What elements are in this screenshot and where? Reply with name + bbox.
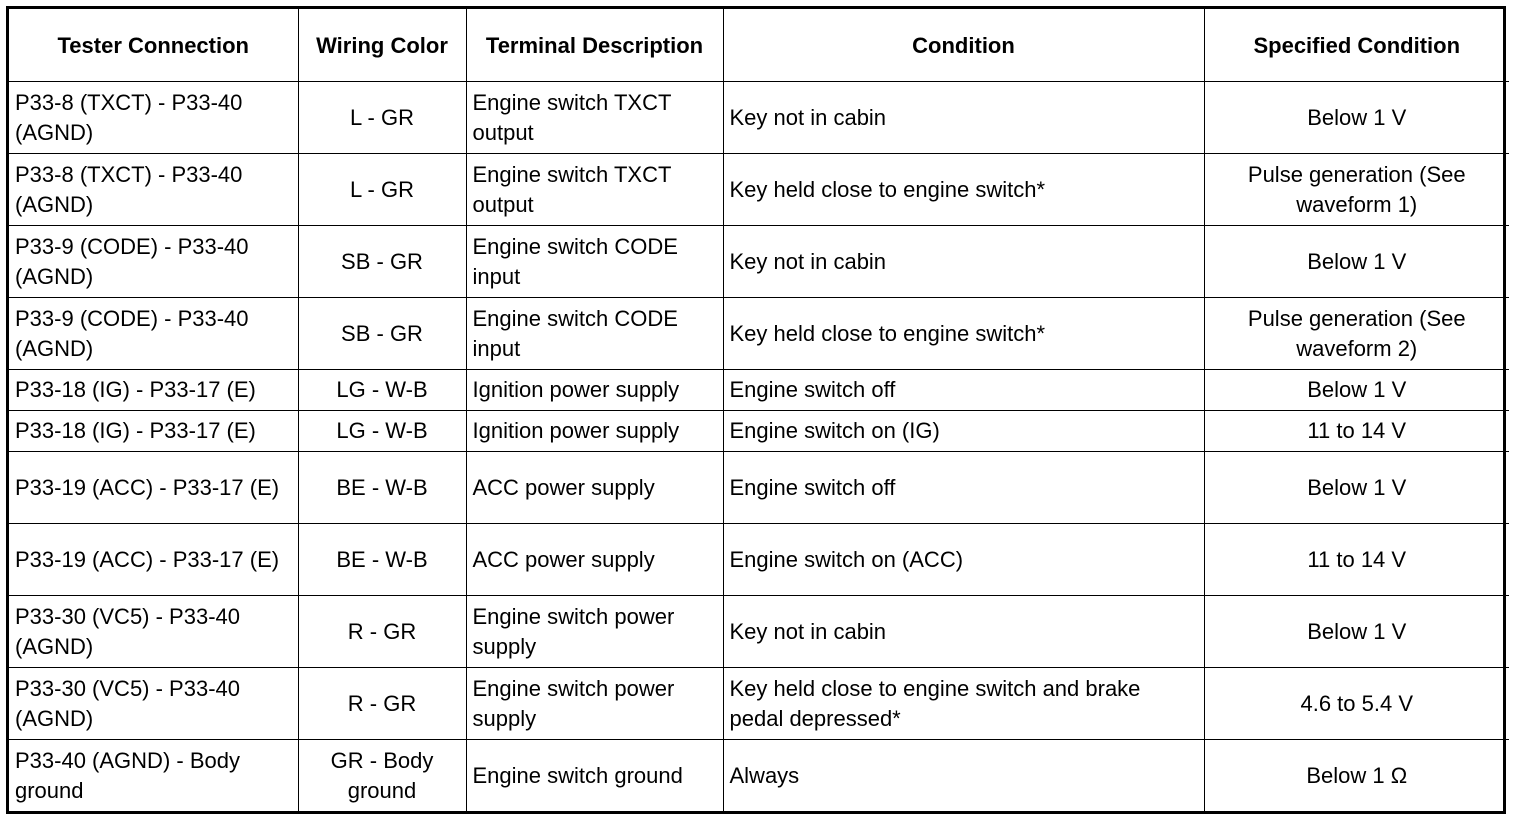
cell-specified-condition: Below 1 V bbox=[1204, 596, 1509, 668]
cell-wiring-color: LG - W-B bbox=[298, 411, 466, 452]
cell-wiring-color: BE - W-B bbox=[298, 524, 466, 596]
cell-wiring-color: R - GR bbox=[298, 596, 466, 668]
cell-tester-connection: P33-9 (CODE) - P33-40 (AGND) bbox=[9, 298, 298, 370]
cell-condition: Key held close to engine switch* bbox=[723, 298, 1204, 370]
cell-specified-condition: 11 to 14 V bbox=[1204, 524, 1509, 596]
cell-specified-condition: Below 1 Ω bbox=[1204, 740, 1509, 812]
cell-terminal-description: Ignition power supply bbox=[466, 411, 723, 452]
table-row bbox=[9, 226, 1509, 298]
cell-terminal-description: ACC power supply bbox=[466, 524, 723, 596]
table-row bbox=[9, 668, 1509, 740]
cell-specified-condition: Below 1 V bbox=[1204, 452, 1509, 524]
table-row bbox=[9, 596, 1509, 668]
header-specified-condition: Specified Condition bbox=[1204, 9, 1509, 82]
cell-terminal-description: Engine switch TXCT output bbox=[466, 82, 723, 154]
header-wiring-color: Wiring Color bbox=[298, 9, 466, 82]
cell-terminal-description: Engine switch power supply bbox=[466, 596, 723, 668]
table-row bbox=[9, 370, 1509, 411]
spec-table bbox=[9, 9, 1509, 811]
cell-specified-condition: 4.6 to 5.4 V bbox=[1204, 668, 1509, 740]
table-row bbox=[9, 82, 1509, 154]
cell-specified-condition: Below 1 V bbox=[1204, 370, 1509, 411]
cell-tester-connection: P33-19 (ACC) - P33-17 (E) bbox=[9, 524, 298, 596]
cell-condition: Engine switch off bbox=[723, 452, 1204, 524]
table-row bbox=[9, 740, 1509, 812]
cell-wiring-color: L - GR bbox=[298, 82, 466, 154]
cell-wiring-color: GR - Body ground bbox=[298, 740, 466, 812]
cell-tester-connection: P33-40 (AGND) - Body ground bbox=[9, 740, 298, 812]
cell-terminal-description: Engine switch CODE input bbox=[466, 226, 723, 298]
header-row bbox=[9, 9, 1509, 82]
cell-tester-connection: P33-8 (TXCT) - P33-40 (AGND) bbox=[9, 154, 298, 226]
cell-condition: Key not in cabin bbox=[723, 596, 1204, 668]
cell-wiring-color: SB - GR bbox=[298, 226, 466, 298]
cell-condition: Always bbox=[723, 740, 1204, 812]
table-row bbox=[9, 154, 1509, 226]
cell-condition: Engine switch on (ACC) bbox=[723, 524, 1204, 596]
cell-specified-condition: Below 1 V bbox=[1204, 82, 1509, 154]
cell-terminal-description: ACC power supply bbox=[466, 452, 723, 524]
header-tester-connection: Tester Connection bbox=[9, 9, 298, 82]
cell-tester-connection: P33-8 (TXCT) - P33-40 (AGND) bbox=[9, 82, 298, 154]
cell-wiring-color: L - GR bbox=[298, 154, 466, 226]
cell-condition: Key held close to engine switch* bbox=[723, 154, 1204, 226]
cell-terminal-description: Engine switch ground bbox=[466, 740, 723, 812]
cell-condition: Key held close to engine switch and brake pedal depressed* bbox=[723, 668, 1204, 740]
table-row bbox=[9, 411, 1509, 452]
cell-tester-connection: P33-30 (VC5) - P33-40 (AGND) bbox=[9, 668, 298, 740]
cell-wiring-color: LG - W-B bbox=[298, 370, 466, 411]
cell-condition: Key not in cabin bbox=[723, 226, 1204, 298]
cell-tester-connection: P33-19 (ACC) - P33-17 (E) bbox=[9, 452, 298, 524]
cell-tester-connection: P33-18 (IG) - P33-17 (E) bbox=[9, 411, 298, 452]
cell-terminal-description: Engine switch CODE input bbox=[466, 298, 723, 370]
cell-condition: Engine switch on (IG) bbox=[723, 411, 1204, 452]
spec-table-frame bbox=[6, 6, 1506, 814]
cell-wiring-color: BE - W-B bbox=[298, 452, 466, 524]
cell-specified-condition: 11 to 14 V bbox=[1204, 411, 1509, 452]
cell-wiring-color: SB - GR bbox=[298, 298, 466, 370]
table-row bbox=[9, 524, 1509, 596]
cell-specified-condition: Pulse generation (See waveform 1) bbox=[1204, 154, 1509, 226]
cell-wiring-color: R - GR bbox=[298, 668, 466, 740]
cell-terminal-description: Ignition power supply bbox=[466, 370, 723, 411]
cell-tester-connection: P33-9 (CODE) - P33-40 (AGND) bbox=[9, 226, 298, 298]
header-terminal-description: Terminal Description bbox=[466, 9, 723, 82]
cell-specified-condition: Below 1 V bbox=[1204, 226, 1509, 298]
table-row bbox=[9, 452, 1509, 524]
cell-condition: Engine switch off bbox=[723, 370, 1204, 411]
cell-condition: Key not in cabin bbox=[723, 82, 1204, 154]
cell-tester-connection: P33-18 (IG) - P33-17 (E) bbox=[9, 370, 298, 411]
table-row bbox=[9, 298, 1509, 370]
cell-terminal-description: Engine switch power supply bbox=[466, 668, 723, 740]
cell-tester-connection: P33-30 (VC5) - P33-40 (AGND) bbox=[9, 596, 298, 668]
cell-specified-condition: Pulse generation (See waveform 2) bbox=[1204, 298, 1509, 370]
cell-terminal-description: Engine switch TXCT output bbox=[466, 154, 723, 226]
header-condition: Condition bbox=[723, 9, 1204, 82]
